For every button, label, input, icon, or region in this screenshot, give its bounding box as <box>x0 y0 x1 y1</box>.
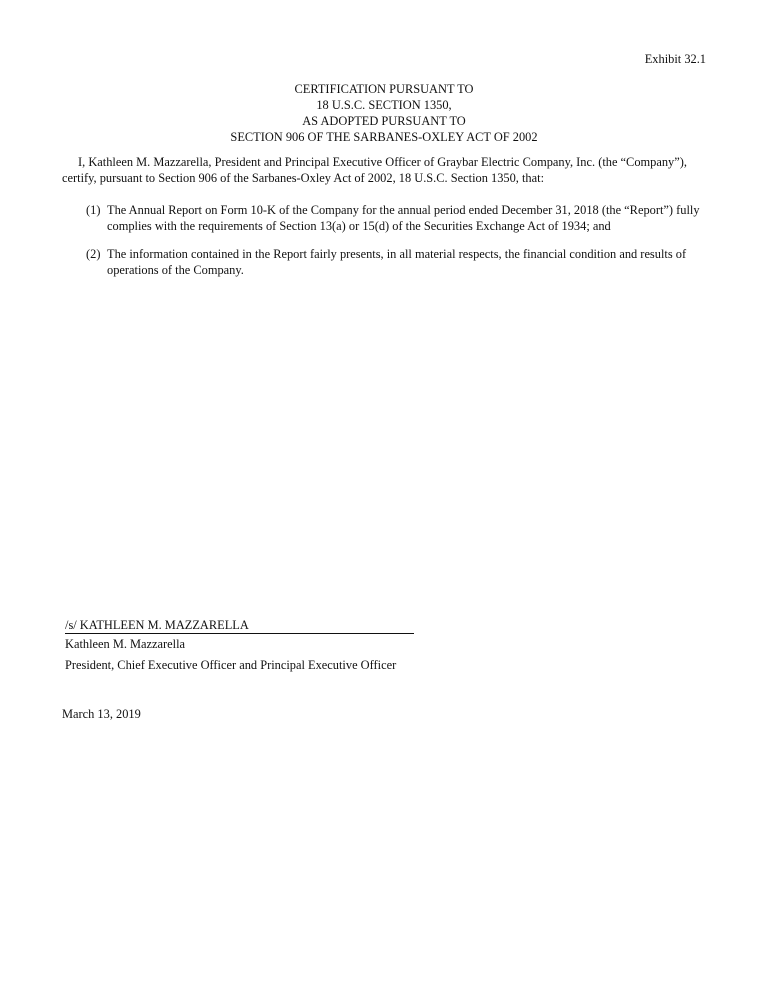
item-number: (1) <box>86 203 101 217</box>
item-number: (2) <box>86 247 101 261</box>
exhibit-label: Exhibit 32.1 <box>644 52 706 66</box>
title-line: CERTIFICATION PURSUANT TO <box>294 82 474 96</box>
signature-block <box>65 617 425 673</box>
intro-paragraph: I, Kathleen M. Mazzarella, President and Principal Executive Officer of Graybar Electric Company, Inc. (the “Company”), certify, pursuant to Section 906 of the Sarbanes-Oxley Act of 2002, 18 U.S.C. Section 1350, that: <box>62 155 687 185</box>
certification-item <box>86 202 712 234</box>
signer-title: President, Chief Executive Officer and Principal Executive Officer <box>65 658 397 672</box>
item-text: The Annual Report on Form 10-K of the Company for the annual period ended December 31, 2018 (the “Report”) fully complies with the requirements of Section 13(a) or 15(d) of the Securities Exchange Act of 1934; and <box>107 203 700 233</box>
certification-title <box>0 81 768 145</box>
title-line: SECTION 906 OF THE SARBANES-OXLEY ACT OF 2002 <box>230 130 538 144</box>
item-text: The information contained in the Report fairly presents, in all material respects, the financial condition and results of operations of the Company. <box>107 247 687 277</box>
signer-name: Kathleen M. Mazzarella <box>65 637 186 651</box>
title-line: 18 U.S.C. SECTION 1350, <box>316 98 452 112</box>
signature-line: /s/ KATHLEEN M. MAZZARELLA <box>65 617 414 634</box>
certification-item <box>86 246 712 278</box>
title-line: AS ADOPTED PURSUANT TO <box>302 114 466 128</box>
signature-date: March 13, 2019 <box>62 707 141 721</box>
